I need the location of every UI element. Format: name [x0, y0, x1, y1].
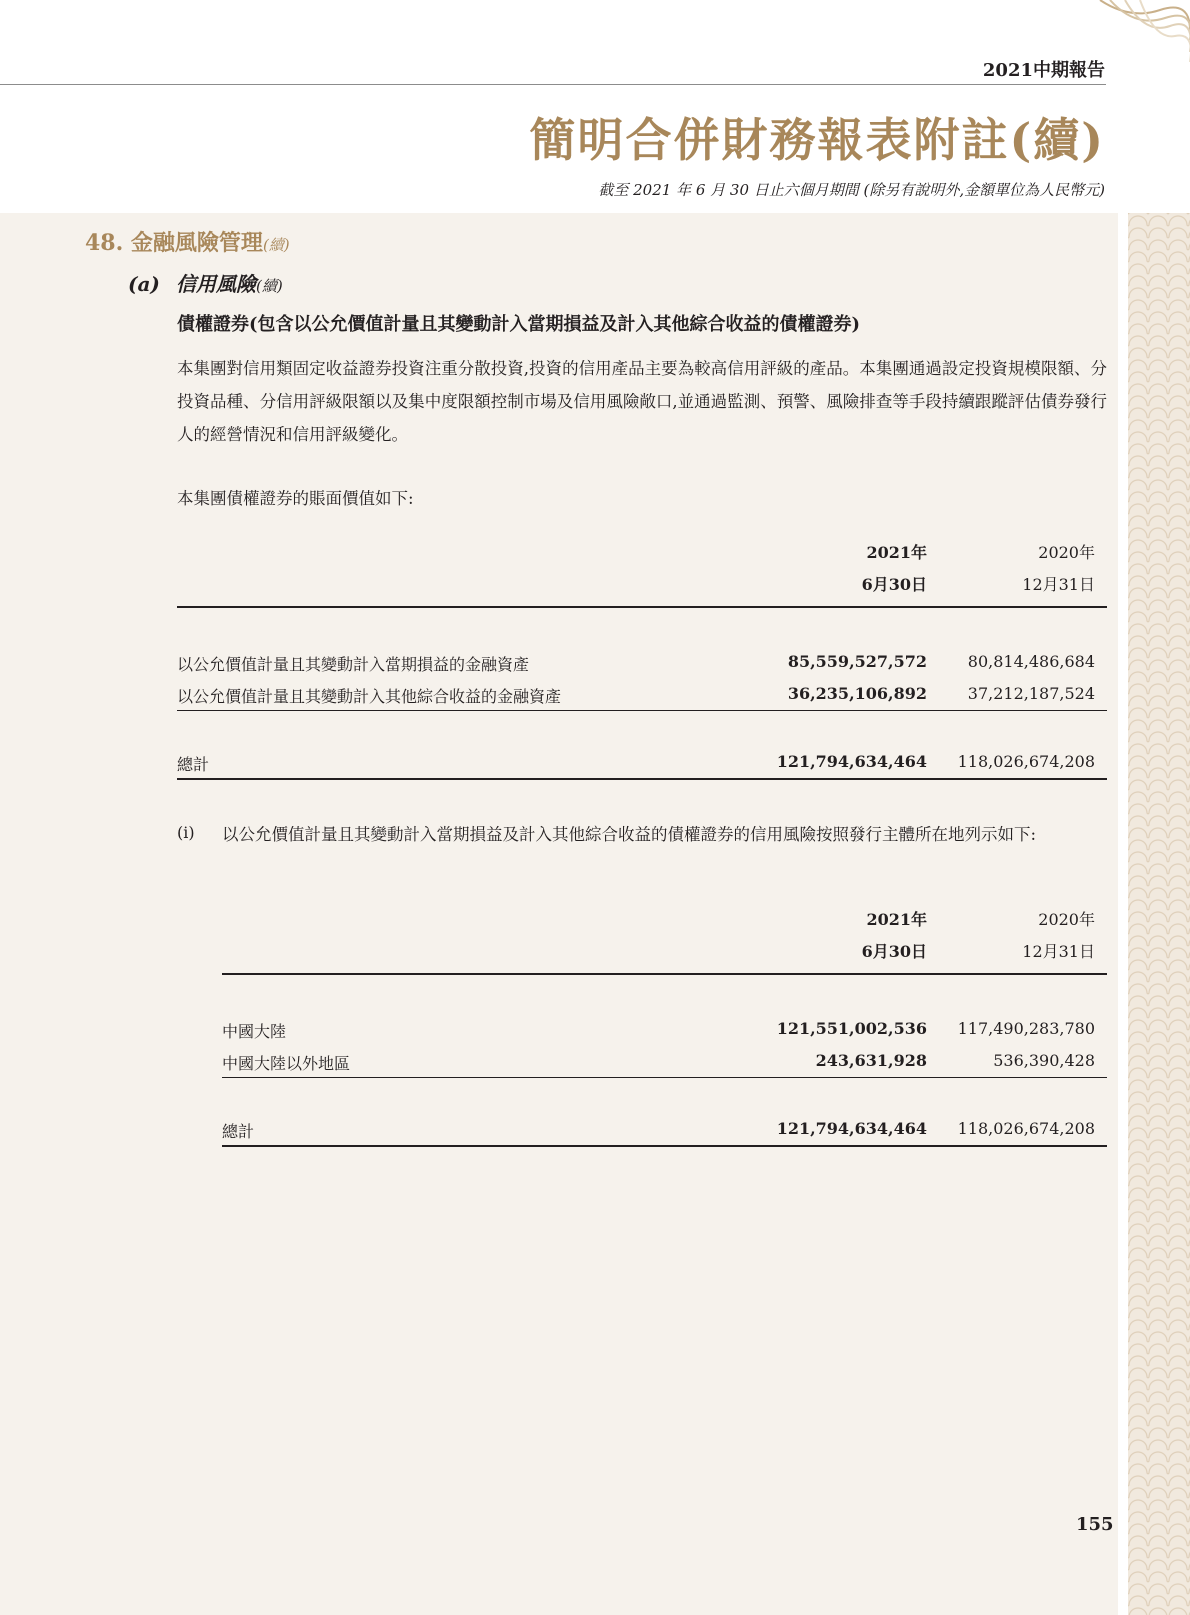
value-2021: 36,235,106,892	[787, 684, 927, 703]
col-2020-year: 2020年	[1038, 543, 1095, 562]
subsection-title	[128, 268, 283, 297]
total-2020: 118,026,674,208	[957, 752, 1095, 771]
decorative-wave-pattern	[1128, 213, 1190, 1615]
header-rule	[0, 84, 1106, 85]
table-header-row-2	[222, 939, 1107, 961]
note-number: (i)	[177, 823, 195, 842]
total-2020: 118,026,674,208	[957, 1119, 1095, 1138]
header-rule	[222, 973, 1107, 975]
row-label: 以公允價值計量且其變動計入當期損益的金融資產	[177, 655, 530, 674]
section-continued: (續)	[262, 236, 290, 254]
table-row	[222, 1051, 1107, 1073]
table-intro: 本集團債權證券的賬面價值如下:	[177, 489, 414, 508]
total-row	[222, 1119, 1107, 1141]
note-text: 以公允價值計量且其變動計入當期損益及計入其他綜合收益的債權證券的信用風險按照發行主體所在地列示如下:	[222, 825, 1037, 844]
col-2021-year: 2021年	[866, 910, 927, 929]
subtotal-rule	[177, 710, 1107, 711]
row-label: 以公允價值計量且其變動計入其他綜合收益的金融資產	[177, 687, 562, 706]
total-row	[177, 752, 1107, 774]
subsection-continued: (續)	[256, 277, 283, 295]
subtotal-rule	[222, 1077, 1107, 1078]
subsection-label: (a)	[128, 272, 160, 296]
page-title: 簡明合併財務報表附註(續)	[529, 113, 1105, 167]
value-2020: 80,814,486,684	[967, 652, 1095, 671]
body-paragraph: 本集團對信用類固定收益證券投資注重分散投資,投資的信用產品主要為較高信用評級的產品。本集團通過設定投資規模限額、分投資品種、分信用評級限額以及集中度限額控制市場及信用風險敞口,並通過監測、預警、風險排查等手段持續跟蹤評估債券發行人的經營情況和信用評級變化。	[177, 359, 1107, 444]
total-rule	[177, 778, 1107, 780]
value-2021: 243,631,928	[815, 1051, 927, 1070]
section-number-title: 48. 金融風險管理	[85, 230, 263, 256]
col-2021-year: 2021年	[866, 543, 927, 562]
table-row	[177, 684, 1107, 706]
value-2020: 536,390,428	[993, 1051, 1095, 1070]
page-number: 155	[1076, 1514, 1114, 1535]
table-row	[177, 652, 1107, 674]
total-2021: 121,794,634,464	[776, 752, 927, 771]
page-subtitle: 截至 2021 年 6 月 30 日止六個月期間 (除另有說明外,金額單位為人民幣元)	[598, 181, 1105, 199]
carrying-value-table	[177, 540, 1107, 780]
table-header-row-1	[222, 907, 1107, 929]
value-2021: 85,559,527,572	[787, 652, 927, 671]
running-head: 2021中期報告	[982, 60, 1105, 81]
col-2021-date: 6月30日	[861, 942, 927, 961]
total-rule	[222, 1145, 1107, 1147]
value-2021: 121,551,002,536	[776, 1019, 927, 1038]
issuer-location-table	[222, 907, 1107, 1147]
table-header-row-2	[177, 572, 1107, 594]
subsection-name: 信用風險	[176, 272, 256, 296]
section-title	[85, 226, 290, 257]
col-2020-date: 12月31日	[1022, 575, 1095, 594]
total-label: 總計	[177, 755, 210, 774]
value-2020: 37,212,187,524	[967, 684, 1095, 703]
total-2021: 121,794,634,464	[776, 1119, 927, 1138]
decorative-wave-corner-icon	[1090, 0, 1190, 70]
debt-securities-heading: 債權證券(包含以公允價值計量且其變動計入當期損益及計入其他綜合收益的債權證券)	[177, 314, 861, 335]
header-rule	[177, 606, 1107, 608]
row-label: 中國大陸	[222, 1022, 287, 1041]
table-row	[222, 1019, 1107, 1041]
total-label: 總計	[222, 1122, 255, 1141]
col-2020-date: 12月31日	[1022, 942, 1095, 961]
col-2020-year: 2020年	[1038, 910, 1095, 929]
value-2020: 117,490,283,780	[957, 1019, 1095, 1038]
row-label: 中國大陸以外地區	[222, 1054, 351, 1073]
col-2021-date: 6月30日	[861, 575, 927, 594]
table-header-row-1	[177, 540, 1107, 562]
